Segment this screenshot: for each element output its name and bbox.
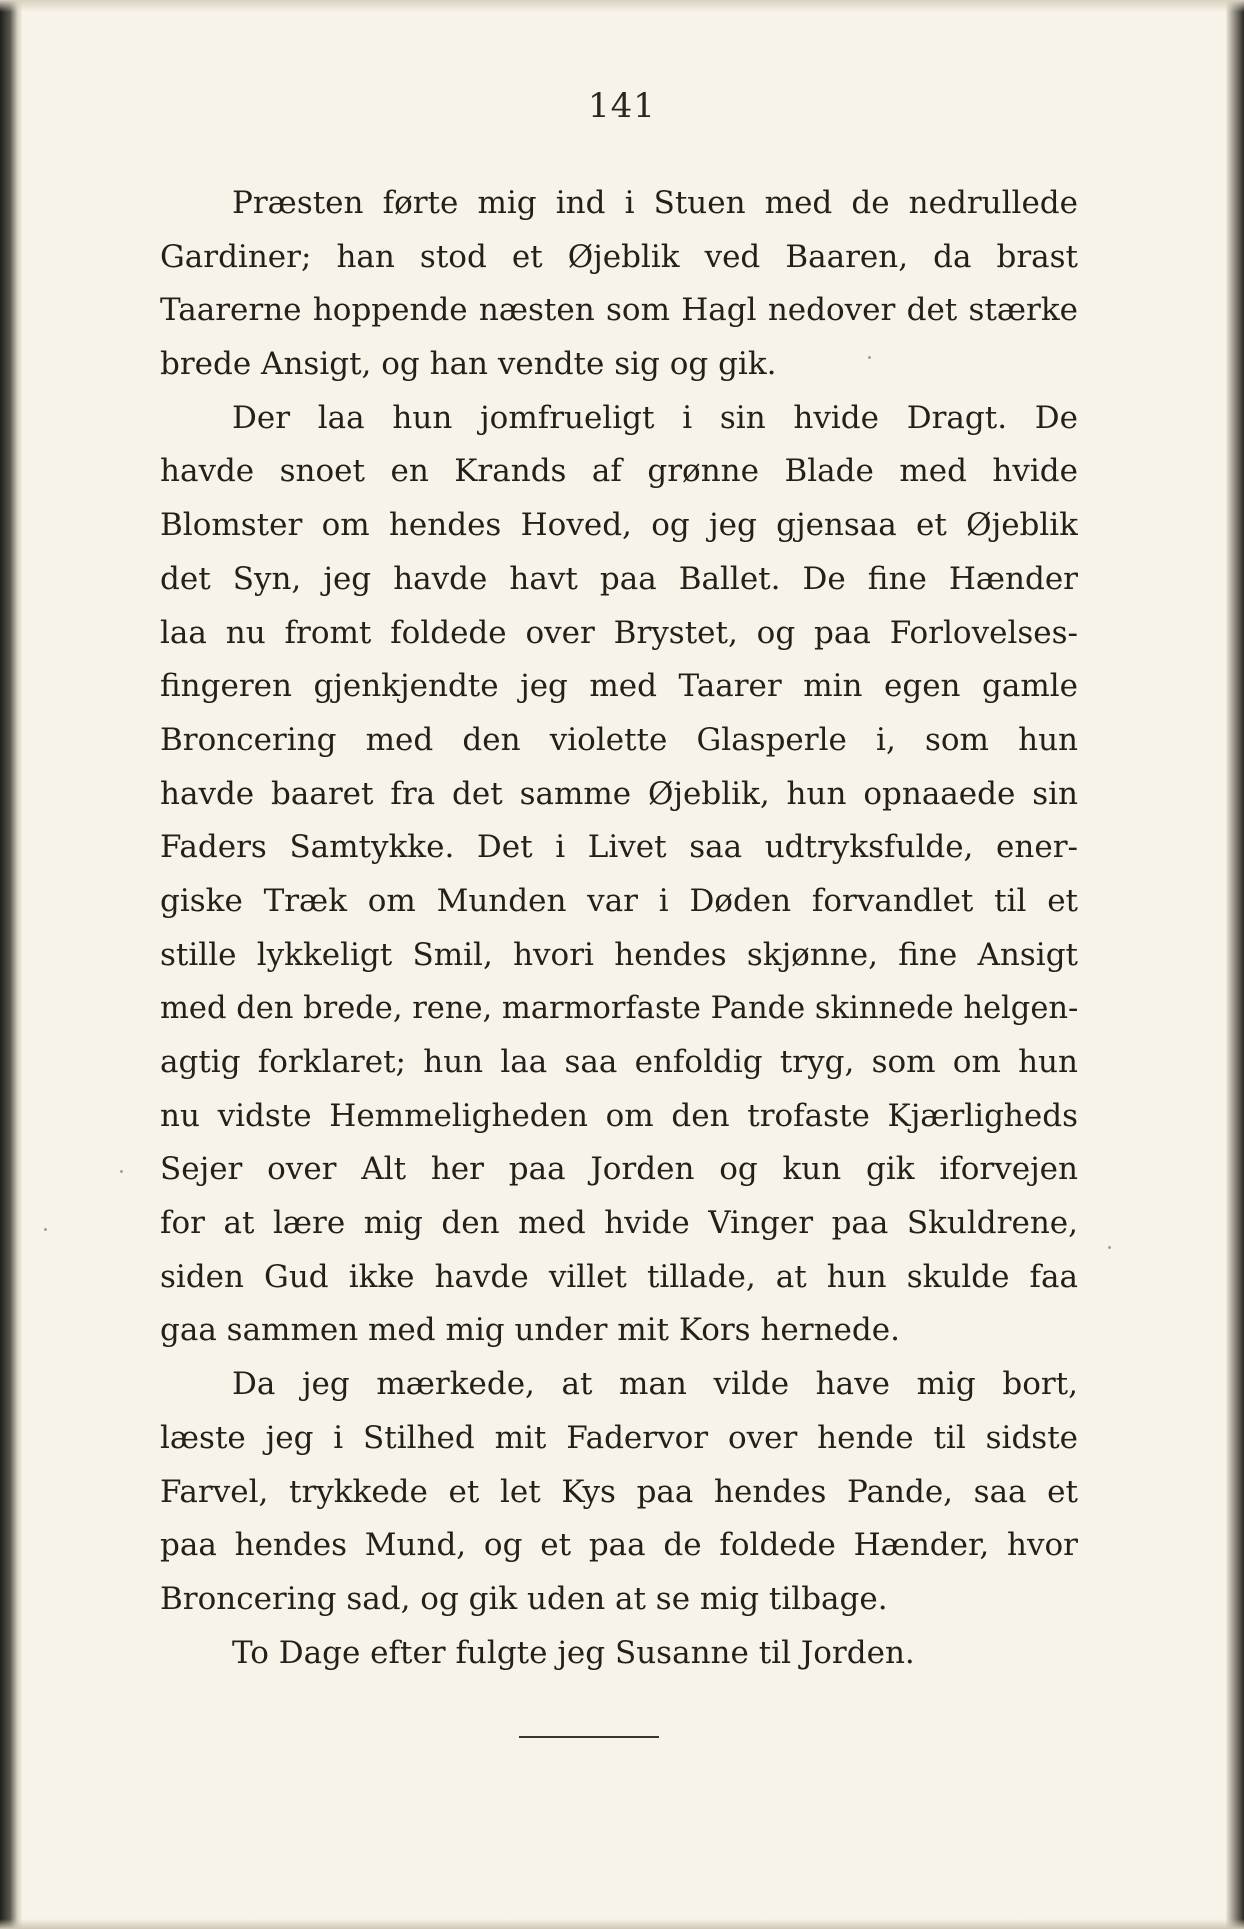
text-line: Sejer over Alt her paa Jorden og kun gik iforvejen	[160, 1151, 1078, 1188]
text-line: for at lære mig den med hvide Vinger paa Skuldrene,	[160, 1205, 1078, 1242]
text-line: laa nu fromt foldede over Brystet, og paa Forlovelses-	[160, 614, 1078, 651]
text-line: paa hendes Mund, og et paa de foldede Hænder, hvor	[160, 1527, 1078, 1564]
paper-speck	[868, 356, 871, 359]
paragraph-4	[160, 1627, 1078, 1681]
text-line: fingeren gjenkjendte jeg med Taarer min egen gamle	[160, 668, 1078, 705]
text-line: giske Træk om Munden var i Døden forvandlet til et	[160, 882, 1078, 919]
section-end-rule	[519, 1736, 659, 1738]
text-line: agtig forklaret; hun laa saa enfoldig tryg, som om hun	[160, 1044, 1078, 1080]
text-line: Faders Samtykke. Det i Livet saa udtryksfulde, ener-	[160, 829, 1078, 866]
text-line: Broncering med den violette Glasperle i, som hun	[160, 721, 1078, 758]
body-text	[160, 177, 1078, 1680]
text-line: Blomster om hendes Hoved, og jeg gjensaa et Øjeblik	[160, 507, 1078, 544]
paper-speck	[1108, 1246, 1111, 1249]
text-line: Taarerne hoppende næsten som Hagl nedover det stærke	[160, 292, 1078, 329]
text-line: læste jeg i Stilhed mit Fadervor over hende til sidste	[160, 1419, 1078, 1456]
page-number: 141	[588, 86, 656, 126]
text-line: siden Gud ikke havde villet tillade, at hun skulde faa	[160, 1258, 1078, 1295]
page-edge-shadow	[1226, 0, 1244, 1929]
text-line: Der laa hun jomfrueligt i sin hvide Dragt. De	[232, 399, 1078, 436]
paragraph-3	[160, 1358, 1078, 1626]
text-line: stille lykkeligt Smil, hvori hendes skjønne, fine Ansigt	[160, 936, 1078, 973]
text-line: nu vidste Hemmeligheden om den trofaste Kjærligheds	[160, 1097, 1078, 1134]
paper-speck	[44, 1228, 47, 1231]
binding-shadow	[0, 0, 22, 1929]
text-line: brede Ansigt, og han vendte sig og gik.	[160, 346, 777, 383]
paragraph-1	[160, 177, 1078, 392]
text-line: Broncering sad, og gik uden at se mig tilbage.	[160, 1580, 888, 1617]
paragraph-2	[160, 392, 1078, 1358]
text-line: Farvel, trykkede et let Kys paa hendes Pande, saa et	[160, 1473, 1078, 1510]
text-line: Præsten førte mig ind i Stuen med de nedrullede	[232, 185, 1078, 221]
text-line: havde baaret fra det samme Øjeblik, hun opnaaede sin	[160, 775, 1078, 812]
text-line: To Dage efter fulgte jeg Susanne til Jorden.	[232, 1634, 915, 1671]
text-line: havde snoet en Krands af grønne Blade med hvide	[160, 453, 1078, 490]
paper-speck	[120, 1170, 123, 1173]
top-edge-shadow	[0, 0, 1244, 12]
text-line: med den brede, rene, marmorfaste Pande skinnede helgen-	[160, 991, 1078, 1027]
text-line: det Syn, jeg havde havt paa Ballet. De fine Hænder	[160, 560, 1078, 597]
text-line: Gardiner; han stod et Øjeblik ved Baaren, da brast	[160, 238, 1078, 275]
text-line: Da jeg mærkede, at man vilde have mig bort,	[232, 1366, 1078, 1403]
text-line: gaa sammen med mig under mit Kors hernede.	[160, 1312, 900, 1349]
bottom-edge-shadow	[0, 1919, 1244, 1929]
